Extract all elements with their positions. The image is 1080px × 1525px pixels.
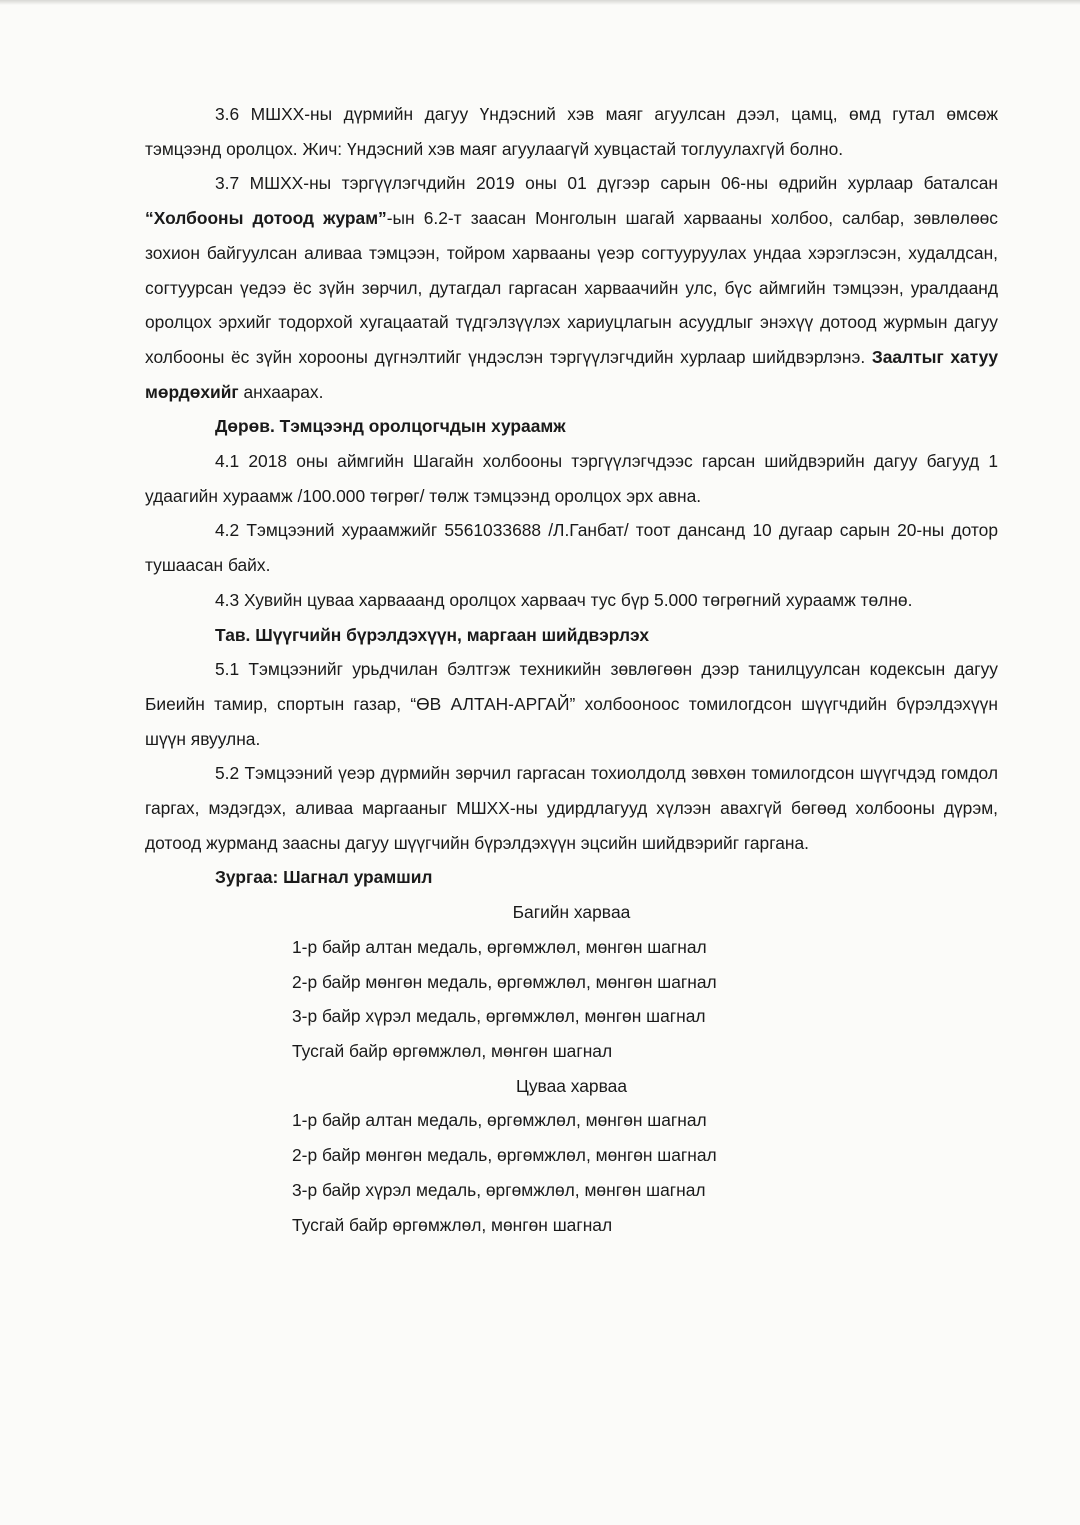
paragraph-4-2: 4.2 Тэмцээний хураамжийг 5561033688 /Л.Ганбат/ тоот дансанд 10 дугаар сарын 20-ны дотор тушаасан байх. xyxy=(145,520,998,576)
paragraph-4-1: 4.1 2018 оны аймгийн Шагайн холбооны тэргүүлэгчдээс гарсан шийдвэрийн дагуу багууд 1 удаагийн хураамж /100.000 төгрөг/ төлж тэмцээнд оролцох эрх авна. xyxy=(145,451,998,506)
award-item: Тусгай байр өргөмжлөл, мөнгөн шагнал xyxy=(292,1214,613,1235)
award-item: 2-р байр мөнгөн медаль, өргөмжлөл, мөнгөн шагнал xyxy=(292,971,717,992)
strict-compliance-note: Заалтыг хатуу мөрдөхийг xyxy=(145,346,998,402)
section-5-heading: Тав. Шүүгчийн бүрэлдэхүүн, маргаан шийдвэрлэх xyxy=(215,624,650,645)
award-item: 3-р байр хүрэл медаль, өргөмжлөл, мөнгөн шагнал xyxy=(292,1006,706,1027)
internal-rules-title: “Холбооны дотоод журам” xyxy=(145,208,387,229)
award-item: 1-р байр алтан медаль, өргөмжлөл, мөнгөн шагнал xyxy=(292,1110,707,1131)
paragraph-3-7 xyxy=(145,166,998,409)
team-shooting-title: Багийн харвaa xyxy=(512,902,631,923)
paragraph-5-2: 5.2 Тэмцээний үеэр дүрмийн зөрчил гаргасан тохиолдолд зөвхөн томилогдсон шүүгчдэд гомдол гаргах, мэдэгдэх, аливаа маргааныг МШХХ-ны удирдлагууд хүлээн авахгүй бөгөөд холбооны дүрэм, дотоод журманд заасны дагуу шүүгчийн бүрэлдэхүүн эцсийн шийдвэрийг гаргана. xyxy=(145,763,998,853)
award-item: 3-р байр хүрэл медаль, өргөмжлөл, мөнгөн шагнал xyxy=(292,1179,706,1200)
paragraph-3-7-text-a: 3.7 МШХХ-ны тэргүүлэгчдийн 2019 оны 01 дүгээр сарын 06-ны өдрийн хурлаар баталсан xyxy=(215,173,998,194)
paragraph-3-6: 3.6 МШХХ-ны дүрмийн дагуу Үндэсний хэв маяг агуулсан дээл, цамц, өмд гутал өмсөж тэмцээнд оролцох. Жич: Үндэсний хэв маяг агуулаагүй хувцастай тоглуулахгүй болно. xyxy=(145,104,998,159)
section-4-heading: Дөрөв. Тэмцээнд оролцогчдын хураамж xyxy=(215,416,566,437)
award-item: 2-р байр мөнгөн медаль, өргөмжлөл, мөнгөн шагнал xyxy=(292,1145,717,1166)
individual-awards-list xyxy=(145,1103,998,1242)
team-awards-list xyxy=(145,930,998,1069)
paragraph-3-7-text-c: -ын 6.2-т заасан Монголын шагай харвааны холбоо, салбар, зөвлөлөөс зохион байгуулсан аливаа тэмцээн, тойром харвааны үеэр согтууруулах ундаа хэрэглэсэн, худалдсан, согтуурсан үедээ ёс зүйн зөрчил, дутагдал гаргасан харваачийн улс, бүс аймгийн тэмцээн, уралдаанд оролцох эрхийг тодорхой хугацаатай түдгэлзүүлэх хариуцлагын асуудлыг энэхүү дотоод журмын дагуу холбооны ёс зүйн хорооны дүгнэлтийг үндэслэн тэргүүлэгчдийн хурлаар шийдвэрлэнэ. xyxy=(145,208,998,367)
paragraph-4-3: 4.3 Хувийн цуваа харвааанд оролцох харваач тус бүр 5.000 төгрөгний хураамж төлнө. xyxy=(215,589,913,610)
individual-shooting-title: Цуваа харваа xyxy=(515,1075,627,1096)
award-item: Тусгай байр өргөмжлөл, мөнгөн шагнал xyxy=(292,1040,613,1061)
paragraph-5-1: 5.1 Тэмцээнийг урьдчилан бэлтгэж техникийн зөвлөгөөн дээр танилцуулсан кодексын дагуу Биеийн тамир, спортын газар, “ӨВ АЛТАН-АРГАЙ” холбооноос томилогдсон шүүгчдийн бүрэлдэхүүн шүүн явуулна. xyxy=(145,659,998,749)
paragraph-3-7-text-e: анхаарах. xyxy=(238,381,324,402)
section-6-heading: Зургаа: Шагнал урамшил xyxy=(215,867,433,888)
award-item: 1-р байр алтан медаль, өргөмжлөл, мөнгөн шагнал xyxy=(292,936,707,957)
